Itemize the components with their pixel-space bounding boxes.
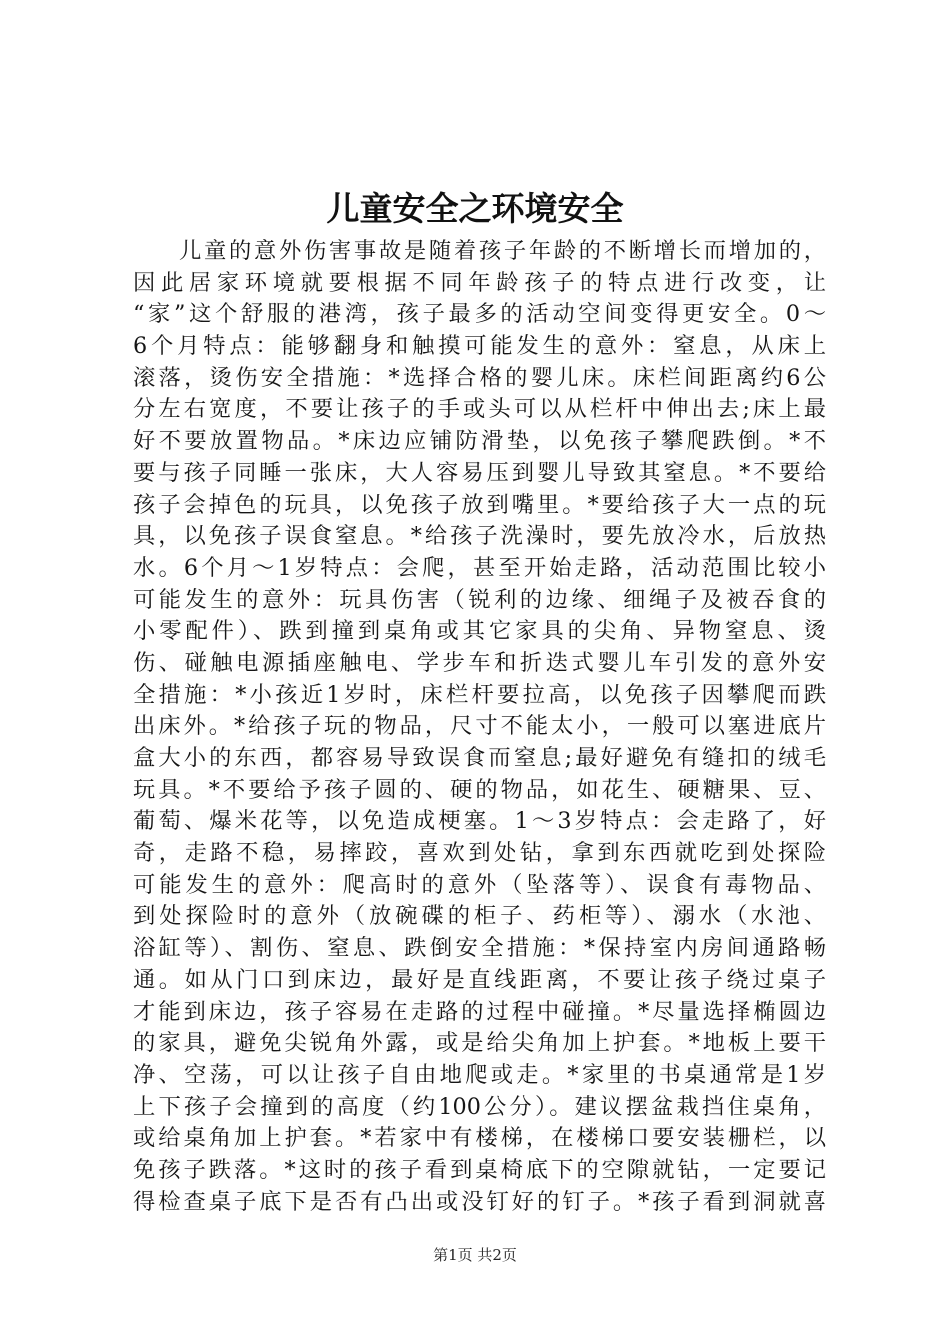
paragraph-line: 玩具。*不要给予孩子圆的、硬的物品，如花生、硬糖果、豆、 bbox=[133, 776, 826, 803]
paragraph-line: 或给桌角加上护套。*若家中有楼梯，在楼梯口要安装栅栏，以 bbox=[133, 1125, 826, 1152]
paragraph-line: 6个月特点：能够翻身和触摸可能发生的意外：窒息，从床上 bbox=[133, 333, 826, 360]
paragraph-line: 全措施：*小孩近1岁时，床栏杆要拉高，以免孩子因攀爬而跌 bbox=[133, 681, 826, 708]
paragraph-line: 到处探险时的意外（放碗碟的柜子、药柜等）、溺水（水池、 bbox=[133, 903, 826, 930]
document-body bbox=[133, 236, 826, 1218]
paragraph-line: 免孩子跌落。*这时的孩子看到桌椅底下的空隙就钻，一定要记 bbox=[133, 1156, 826, 1183]
paragraph-line: 才能到床边，孩子容易在走路的过程中碰撞。*尽量选择椭圆边 bbox=[133, 998, 826, 1025]
paragraph-line: 可能发生的意外：爬高时的意外（坠落等）、误食有毒物品、 bbox=[133, 871, 826, 898]
paragraph-line: 小零配件）、跌到撞到桌角或其它家具的尖角、异物窒息、烫 bbox=[133, 618, 826, 645]
paragraph-line: 盒大小的东西，都容易导致误食而窒息;最好避免有缝扣的绒毛 bbox=[133, 745, 826, 771]
paragraph-line: 滚落，烫伤安全措施：*选择合格的婴儿床。床栏间距离约6公 bbox=[133, 364, 826, 391]
paragraph-line: 儿童的意外伤害事故是随着孩子年龄的不断增长而增加的， bbox=[179, 238, 826, 264]
paragraph-line: 好不要放置物品。*床边应铺防滑垫，以免孩子攀爬跌倒。*不 bbox=[133, 428, 826, 455]
paragraph-line: 上下孩子会撞到的高度（约100公分）。建议摆盆栽挡住桌角， bbox=[133, 1093, 826, 1120]
paragraph-line: 因此居家环境就要根据不同年龄孩子的特点进行改变，让 bbox=[133, 269, 826, 296]
paragraph-line: 要与孩子同睡一张床，大人容易压到婴儿导致其窒息。*不要给 bbox=[133, 459, 826, 486]
paragraph-line: 浴缸等）、割伤、窒息、跌倒安全措施：*保持室内房间通路畅 bbox=[133, 935, 826, 962]
paragraph-line: 奇，走路不稳，易摔跤，喜欢到处钻，拿到东西就吃到处探险 bbox=[133, 840, 826, 867]
paragraph-line: “家”这个舒服的港湾，孩子最多的活动空间变得更安全。0～ bbox=[133, 301, 826, 328]
paragraph-line: 通。如从门口到床边，最好是直线距离，不要让孩子绕过桌子 bbox=[133, 966, 826, 993]
document-title: 儿童安全之环境安全 bbox=[326, 189, 624, 228]
paragraph-line: 出床外。*给孩子玩的物品，尺寸不能太小，一般可以塞进底片 bbox=[133, 713, 826, 740]
paragraph-line: 得检查桌子底下是否有凸出或没钉好的钉子。*孩子看到洞就喜 bbox=[133, 1188, 826, 1215]
paragraph-line: 净、空荡，可以让孩子自由地爬或走。*家里的书桌通常是1岁 bbox=[133, 1061, 826, 1088]
paragraph-line: 的家具，避免尖锐角外露，或是给尖角加上护套。*地板上要干 bbox=[133, 1030, 826, 1057]
paragraph-line: 孩子会掉色的玩具，以免孩子放到嘴里。*要给孩子大一点的玩 bbox=[133, 491, 826, 518]
paragraph-line: 分左右宽度，不要让孩子的手或头可以从栏杆中伸出去;床上最 bbox=[133, 396, 826, 423]
paragraph-line: 伤、碰触电源插座触电、学步车和折迭式婴儿车引发的意外安 bbox=[133, 649, 826, 676]
paragraph-line: 葡萄、爆米花等，以免造成梗塞。1～3岁特点：会走路了，好 bbox=[133, 808, 826, 835]
page-number-footer: 第1页 共2页 bbox=[433, 1246, 517, 1264]
paragraph-line: 水。6个月～1岁特点：会爬，甚至开始走路，活动范围比较小 bbox=[133, 554, 826, 581]
paragraph-line: 具，以免孩子误食窒息。*给孩子洗澡时，要先放冷水，后放热 bbox=[133, 523, 826, 550]
paragraph-line: 可能发生的意外：玩具伤害（锐利的边缘、细绳子及被吞食的 bbox=[133, 586, 826, 613]
